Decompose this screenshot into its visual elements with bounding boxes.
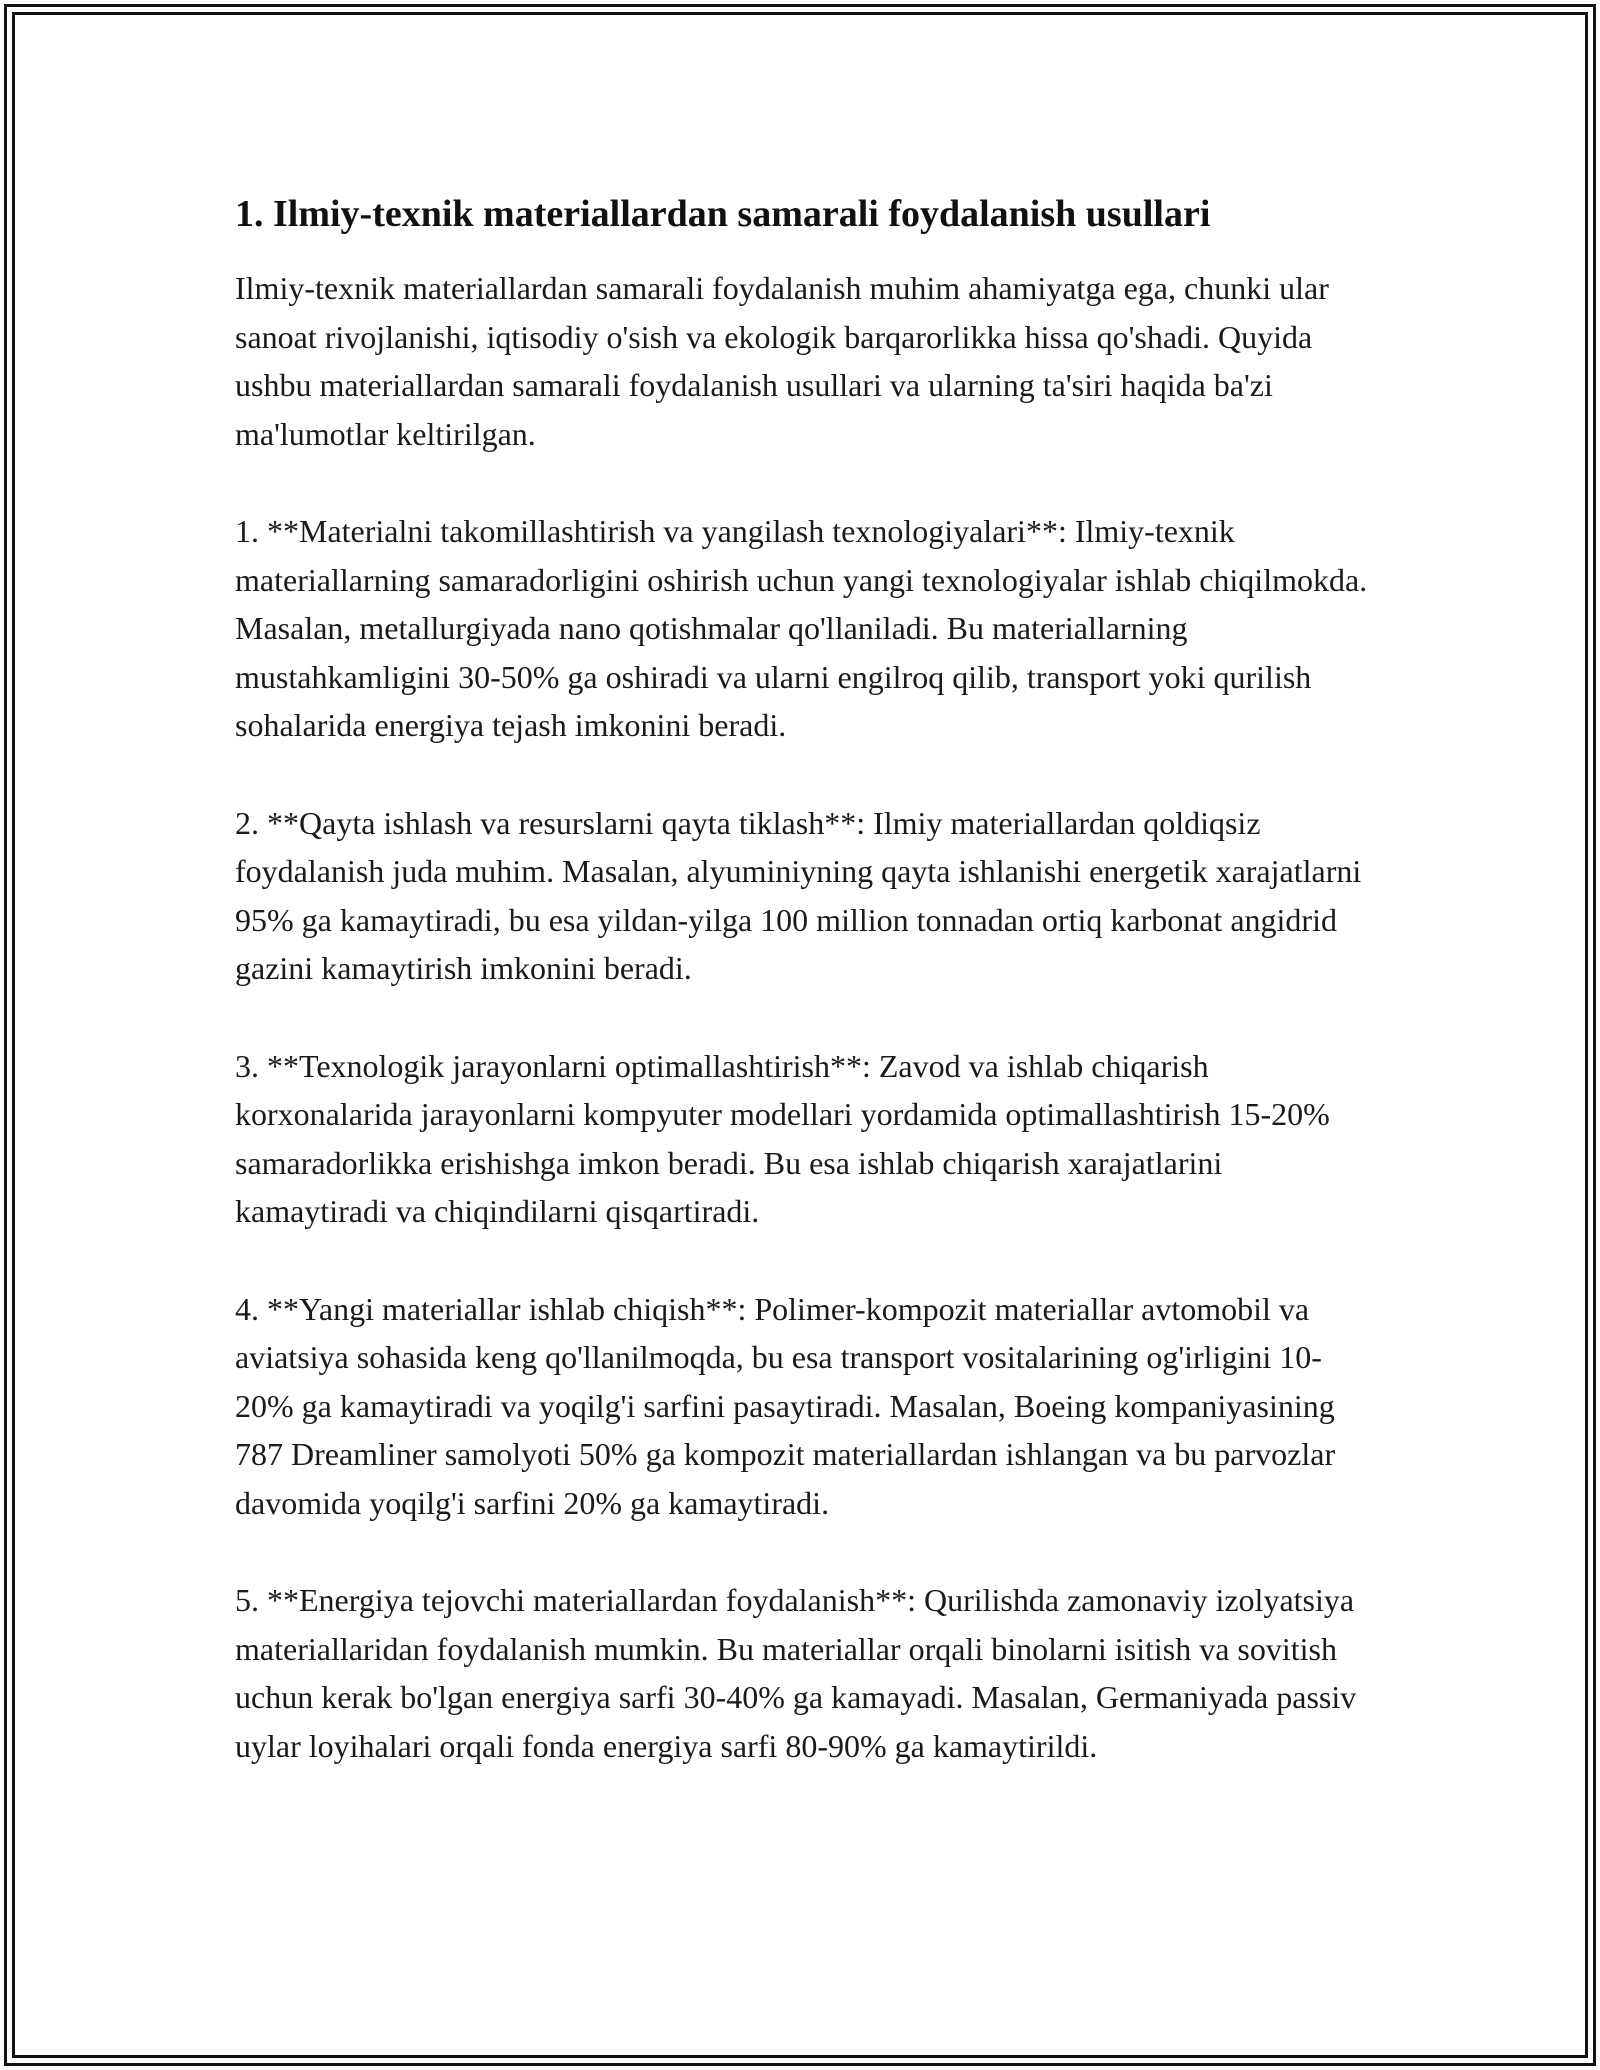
paragraph-item-1: 1. **Materialni takomillashtirish va yangilash texnologiyalari**: Ilmiy-texnik materiallarning samaradorligini oshirish uchun yangi texnologiyalar ishlab chiqilmokda. Masalan, metallurgiyada nano qotishmalar qo'llaniladi. Bu materiallarning mustahkamligini 30-50% ga oshiradi va ularni engilroq qilib, transport yoki qurilish sohalarida energiya tejash imkonini beradi. bbox=[235, 513, 1368, 743]
paragraph-item-5: 5. **Energiya tejovchi materiallardan foydalanish**: Qurilishda zamonaviy izolyatsiya materiallaridan foydalanish mumkin. Bu materiallar orqali binolarni isitish va sovitish uchun kerak bo'lgan energiya sarfi 30-40% ga kamayadi. Masalan, Germaniyada passiv uylar loyihalari orqali fonda energiya sarfi 80-90% ga kamaytirildi. bbox=[235, 1582, 1357, 1764]
document-title: 1. Ilmiy-texnik materiallardan samarali foydalanish usullari bbox=[235, 193, 1211, 235]
paragraph-item-4: 4. **Yangi materiallar ishlab chiqish**: Polimer-kompozit materiallar avtomobil va aviatsiya sohasida keng qo'llanilmoqda, bu esa transport vositalarining og'irligini 10-20% ga kamaytiradi va yoqilg'i sarfini pasaytiradi. Masalan, Boeing kompaniyasining 787 Dreamliner samolyoti 50% ga kompozit materiallardan ishlangan va bu parvozlar davomida yoqilg'i sarfini 20% ga kamaytiradi. bbox=[235, 1290, 1336, 1521]
document-body bbox=[235, 188, 1375, 1819]
intro-paragraph: Ilmiy-texnik materiallardan samarali foydalanish muhim ahamiyatga ega, chunki ular sanoat rivojlanishi, iqtisodiy o'sish va ekologik barqarorlikka hissa qo'shadi. Quyida ushbu materiallardan samarali foydalanish usullari va ularning ta'siri haqida ba'zi ma'lumotlar keltirilgan. bbox=[235, 270, 1329, 452]
paragraph-item-3: 3. **Texnologik jarayonlarni optimallashtirish**: Zavod va ishlab chiqarish korxonalarida jarayonlarni kompyuter modellari yordamida optimallashtirish 15-20% samaradorlikka erishishga imkon beradi. Bu esa ishlab chiqarish xarajatlarini kamaytiradi va chiqindilarni qisqartiradi. bbox=[235, 1047, 1330, 1229]
paragraph-item-2: 2. **Qayta ishlash va resurslarni qayta tiklash**: Ilmiy materiallardan qoldiqsiz foydalanish juda muhim. Masalan, alyuminiyning qayta ishlanishi energetik xarajatlarni 95% ga kamaytiradi, bu esa yildan-yilga 100 million tonnadan ortiq karbonat angidrid gazini kamaytirish imkonini beradi. bbox=[235, 804, 1362, 986]
